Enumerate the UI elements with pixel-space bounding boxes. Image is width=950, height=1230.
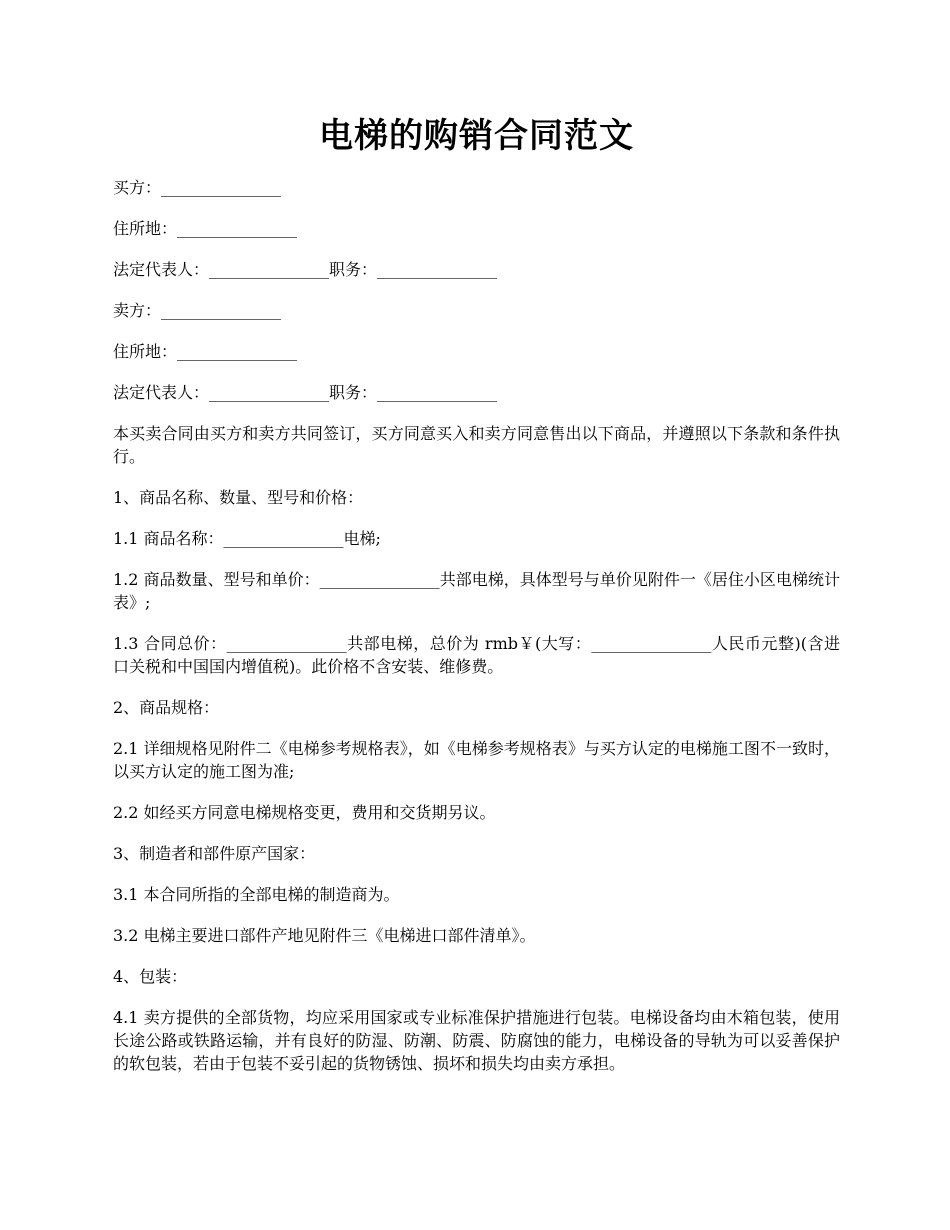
clause-3-2: 3.2 电梯主要进口部件产地见附件三《电梯进口部件清单》。 [113, 926, 536, 945]
clause-4-1: 4.1 卖方提供的全部货物，均应采用国家或专业标准保护措施进行包装。电梯设备均由木箱包装，使用长途公路或铁路运输，并有良好的防湿、防潮、防震、防腐蚀的能力，电梯设备的导轨为可以妥善保护的软包装，若由于包装不妥引起的货物锈蚀、损坏和损失均由卖方承担。 [113, 1008, 840, 1073]
document-page [113, 112, 840, 1093]
clause-1-1: 1.1 商品名称：_______________电梯; [113, 529, 381, 548]
seller-line: 卖方：_______________ [113, 301, 282, 320]
section-2-heading: 2、商品规格： [113, 698, 220, 717]
buyer-address-line: 住所地：_______________ [113, 219, 298, 238]
buyer-line: 买方：_______________ [113, 178, 282, 197]
section-3-heading: 3、制造者和部件原产国家： [113, 844, 316, 863]
clause-2-1: 2.1 详细规格见附件二《电梯参考规格表》，如《电梯参考规格表》与买方认定的电梯施工图不一致时，以买方认定的施工图为准; [113, 739, 840, 781]
document-title: 电梯的购销合同范文 [319, 116, 634, 156]
seller-representative-line: 法定代表人：_______________职务：_______________ [113, 383, 498, 402]
seller-address-line: 住所地：_______________ [113, 342, 298, 361]
clause-1-3: 1.3 合同总价：_______________共部电梯，总价为 rmb￥(大写：_______________人民币元整)(含进口关税和中国国内增值税)。此价格不含安装、维修费。 [113, 634, 840, 676]
clause-1-2: 1.2 商品数量、型号和单价：_______________共部电梯，具体型号与单价见附件一《居住小区电梯统计表》; [113, 570, 840, 612]
clause-3-1: 3.1 本合同所指的全部电梯的制造商为。 [113, 885, 400, 904]
buyer-representative-line: 法定代表人：_______________职务：_______________ [113, 260, 498, 279]
section-4-heading: 4、包装： [113, 967, 188, 986]
section-1-heading: 1、商品名称、数量、型号和价格： [113, 488, 364, 507]
clause-2-2: 2.2 如经买方同意电梯规格变更，费用和交货期另议。 [113, 803, 496, 822]
contract-intro: 本买卖合同由买方和卖方共同签订，买方同意买入和卖方同意售出以下商品，并遵照以下条款和条件执行。 [113, 424, 840, 466]
